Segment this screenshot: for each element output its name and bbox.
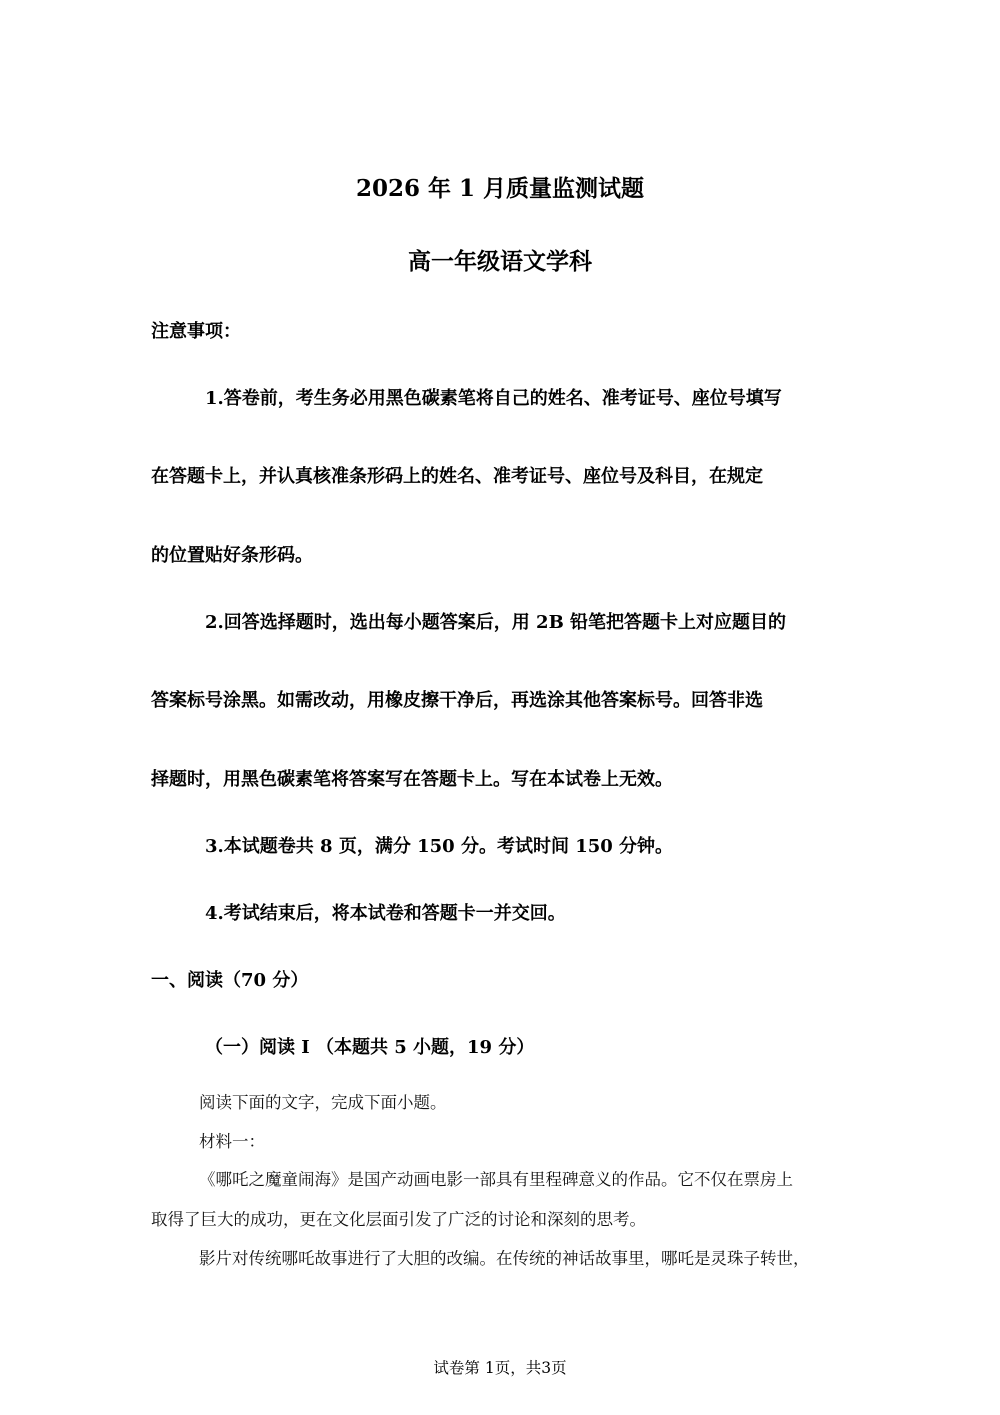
section-heading: 一、阅读（70 分） xyxy=(151,970,309,991)
notice-item-4: 4.考试结束后，将本试卷和答题卡一并交回。 xyxy=(205,903,566,924)
exam-title: 2026 年 1 月质量监测试题 xyxy=(355,175,645,202)
exam-subtitle: 高一年级语文学科 xyxy=(408,248,592,275)
notice-item-1-line-1: 1.答卷前，考生务必用黑色碳素笔将自己的姓名、准考证号、座位号填写 xyxy=(205,388,782,409)
page-footer: 试卷第 1页，共3页 xyxy=(433,1359,567,1377)
notice-item-3: 3.本试题卷共 8 页，满分 150 分。考试时间 150 分钟。 xyxy=(205,836,674,857)
notice-item-2-line-2: 答案标号涂黑。如需改动，用橡皮擦干净后，再选涂其他答案标号。回答非选 xyxy=(151,690,763,711)
passage-paragraph-1-line-1: 《哪吒之魔童闹海》是国产动画电影一部具有里程碑意义的作品。它不仅在票房上 xyxy=(199,1170,793,1189)
reading-instruction: 阅读下面的文字，完成下面小题。 xyxy=(199,1093,447,1112)
subsection-heading: （一）阅读 I （本题共 5 小题，19 分） xyxy=(205,1037,535,1058)
notice-item-1-line-2: 在答题卡上，并认真核准条形码上的姓名、准考证号、座位号及科目，在规定 xyxy=(151,466,763,487)
notice-heading: 注意事项： xyxy=(151,321,241,342)
notice-item-2-line-3: 择题时，用黑色碳素笔将答案写在答题卡上。写在本试卷上无效。 xyxy=(151,769,673,790)
passage-paragraph-2-line-1: 影片对传统哪吒故事进行了大胆的改编。在传统的神话故事里，哪吒是灵珠子转世， xyxy=(199,1249,810,1268)
material-label: 材料一： xyxy=(199,1132,265,1151)
notice-item-2-line-1: 2.回答选择题时，选出每小题答案后，用 2B 铅笔把答题卡上对应题目的 xyxy=(205,612,787,633)
passage-paragraph-1-line-2: 取得了巨大的成功，更在文化层面引发了广泛的讨论和深刻的思考。 xyxy=(151,1210,646,1229)
notice-item-1-line-3: 的位置贴好条形码。 xyxy=(151,545,313,566)
